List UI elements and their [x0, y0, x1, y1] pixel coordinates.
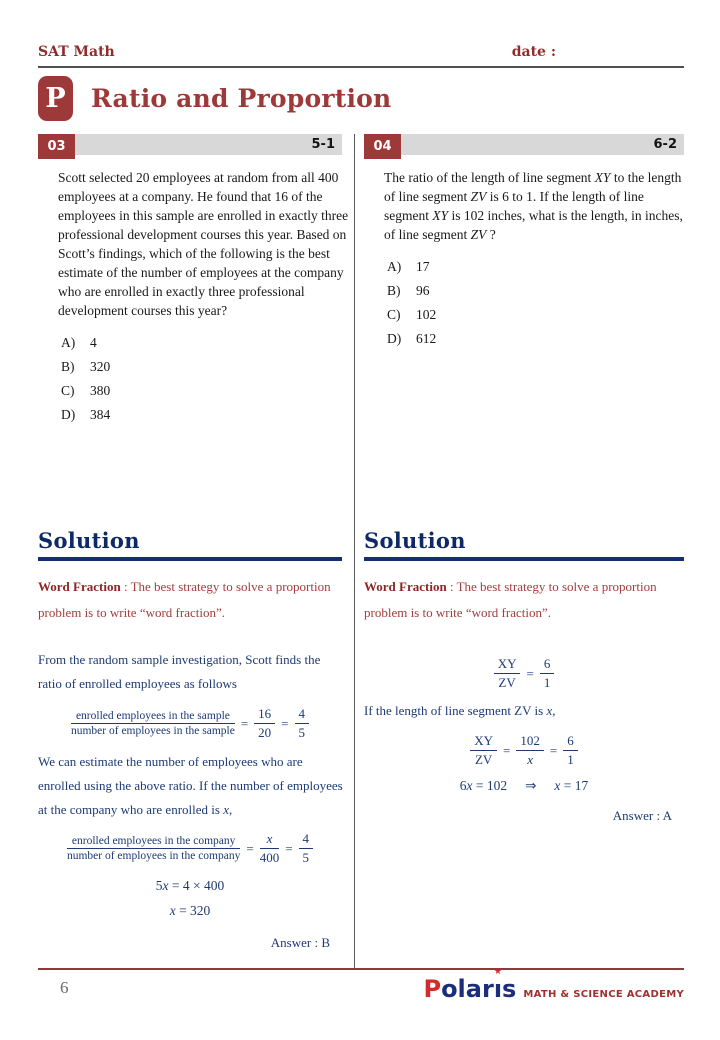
column-right [355, 134, 684, 968]
number-fraction [516, 733, 544, 768]
choice-label: C) [387, 307, 401, 322]
word-fraction [71, 710, 235, 737]
fraction-denominator: 1 [567, 752, 574, 767]
solution-heading: Solution [364, 528, 466, 553]
tip-text: : The best strategy to solve a proportion problem is to write “word fraction”. [38, 579, 331, 620]
word-fraction-equation [38, 831, 342, 866]
equation-line [364, 778, 684, 794]
choice-row [61, 407, 342, 423]
fraction-denominator: number of employees in the company [66, 850, 241, 862]
equation-text: = 4 × 400 [168, 878, 225, 893]
fraction-numerator: x [260, 831, 280, 849]
problem-number-badge: 03 [38, 134, 75, 159]
paragraph-text: If the length of line segment ZV is [364, 703, 547, 718]
fraction-numerator: XY [494, 656, 521, 674]
problem-tag-bar [401, 134, 684, 155]
choice-value: 320 [90, 359, 111, 374]
fraction-denominator: ZV [498, 675, 516, 690]
logo-letter-i [493, 967, 503, 1003]
choice-value: 96 [416, 283, 430, 298]
document-header [38, 44, 684, 68]
question-segment: The ratio of the length of line segment [384, 170, 595, 185]
tip-label: Word Fraction [38, 579, 121, 594]
chapter-badge: P [38, 76, 73, 121]
solution-03 [38, 528, 342, 951]
choice-row [387, 331, 684, 347]
choice-row [61, 335, 342, 351]
word-fraction [67, 835, 240, 862]
equals-sign: = [281, 715, 289, 731]
equation-text: = 17 [560, 778, 589, 793]
question-text [384, 168, 684, 244]
solution-paragraph [364, 699, 672, 723]
fraction-denominator: number of employees in the sample [70, 725, 235, 737]
equals-sign: = [503, 742, 511, 758]
math-variable: ZV [470, 227, 487, 242]
paragraph-text: , [552, 703, 556, 718]
fraction-equation [364, 656, 684, 691]
word-fraction-equation [38, 706, 342, 741]
choice-label: C) [61, 383, 75, 398]
page-number: 6 [60, 978, 69, 997]
fraction-denominator: 400 [259, 850, 280, 865]
question-segment: is 102 inches, what is the length, in inches, of line segment [384, 208, 683, 242]
course-label: SAT Math [38, 44, 115, 60]
fraction-denominator: 1 [543, 675, 551, 690]
math-variable: x [546, 703, 553, 718]
equals-sign: = [246, 840, 254, 856]
page-title: Ratio and Proportion [91, 84, 392, 113]
problem-tag-bar [75, 134, 342, 155]
equals-sign: = [240, 715, 249, 731]
problem-tag: 5-1 [311, 137, 335, 152]
star-icon: ★ [493, 967, 502, 977]
problem-03 [38, 134, 349, 528]
number-fraction [563, 733, 578, 768]
tip-label: Word Fraction [364, 579, 447, 594]
number-fraction [260, 831, 280, 866]
math-variable: x [169, 903, 176, 918]
number-fraction [254, 706, 275, 741]
choice-label: A) [61, 335, 76, 350]
fraction-denominator: ZV [474, 752, 493, 767]
number-fraction [494, 656, 521, 691]
logo-text: olar [441, 975, 494, 1003]
problem-03-header [38, 134, 342, 159]
chapter-titlebar [38, 76, 391, 121]
logo-tagline: MATH & SCIENCE ACADEMY [523, 989, 684, 1000]
number-fraction [540, 656, 555, 691]
choice-label: B) [387, 283, 401, 298]
solution-04 [364, 528, 684, 824]
solution-rule [364, 557, 684, 561]
equation-text: 5 [155, 878, 163, 893]
strategy-tip [38, 574, 350, 626]
fraction-numerator: 16 [254, 706, 275, 724]
page-footer [38, 967, 684, 1003]
choice-row [387, 283, 684, 299]
choice-row [387, 307, 684, 323]
date-label: date : [511, 44, 556, 60]
problem-04 [364, 134, 684, 528]
answer-label: Answer : B [270, 935, 330, 950]
choice-row [61, 359, 342, 375]
math-variable: x [223, 802, 229, 817]
equation-line [38, 878, 342, 894]
choice-value: 612 [416, 331, 437, 346]
fraction-numerator: 6 [540, 656, 555, 674]
equals-sign: = [526, 665, 534, 681]
fraction-numerator: XY [470, 733, 497, 751]
math-variable: x [466, 778, 473, 793]
question-segment: is 6 to 1. If the length of line segment [384, 189, 644, 223]
fraction-denominator: 5 [302, 850, 310, 865]
choice-value: 17 [416, 259, 430, 274]
math-variable: x [554, 778, 561, 793]
column-left [38, 134, 354, 968]
solution-paragraph [38, 750, 346, 822]
choice-label: D) [387, 331, 402, 346]
fraction-denominator: 20 [258, 725, 272, 740]
number-fraction [299, 831, 314, 866]
equals-sign: = [285, 840, 293, 856]
number-fraction [470, 733, 497, 768]
equation-text: = 102 [472, 778, 508, 793]
math-variable: XY [432, 208, 449, 223]
logo-text: s [502, 975, 517, 1003]
equation-text: 6 [459, 778, 467, 793]
choice-value: 102 [416, 307, 437, 322]
fraction-denominator: 5 [298, 725, 306, 740]
solution-heading: Solution [38, 528, 140, 553]
choice-row [61, 383, 342, 399]
problem-04-header [364, 134, 684, 159]
choice-value: 380 [90, 383, 111, 398]
question-segment: ? [486, 227, 496, 242]
equation-line [38, 903, 342, 919]
fraction-numerator: 4 [299, 831, 314, 849]
math-variable: XY [594, 170, 611, 185]
logo-dotless-i: ı [493, 975, 503, 1003]
question-segment: to the length of line segment [384, 170, 682, 204]
choice-value: 384 [90, 407, 111, 422]
logo-letter-p: P [423, 975, 442, 1003]
fraction-numerator: enrolled employees in the sample [71, 710, 235, 724]
choices-list [387, 259, 684, 347]
strategy-tip [364, 574, 676, 626]
math-variable: x [162, 878, 169, 893]
equals-sign: = [549, 742, 558, 758]
question-text: Scott selected 20 employees at random from all 400 employees at a company. He found that 16 of the employees in this sample are enrolled in exactly three professional development courses this year. Based on Scott’s findings, which of the following is the best estimate of the number of employees at the company who are enrolled in exactly three professional development courses this year? [58, 170, 349, 318]
choice-label: A) [387, 259, 402, 274]
fraction-numerator: enrolled employees in the company [67, 835, 240, 849]
equation-text: = 320 [175, 903, 211, 918]
fraction-numerator: 6 [563, 733, 578, 751]
math-variable: ZV [470, 189, 487, 204]
implies-arrow-icon: ⇒ [525, 778, 537, 793]
answer-label: Answer : A [612, 808, 672, 823]
two-column-layout [38, 134, 684, 968]
fraction-numerator: 4 [295, 706, 310, 724]
polaris-logo [423, 967, 684, 1003]
choice-label: B) [61, 359, 75, 374]
fraction-numerator: 102 [516, 733, 544, 751]
problem-number-badge: 04 [364, 134, 401, 159]
number-fraction [295, 706, 310, 741]
choice-label: D) [61, 407, 76, 422]
tip-text: : The best strategy to solve a proportion problem is to write “word fraction”. [364, 579, 657, 620]
choice-row [387, 259, 684, 275]
solution-rule [38, 557, 342, 561]
fraction-equation [364, 733, 684, 768]
fraction-denominator: x [527, 752, 534, 767]
problem-tag: 6-2 [653, 137, 677, 152]
choices-list [61, 335, 342, 423]
paragraph-text: We can estimate the number of employees who are enrolled using the above ratio. If the number of employees at the company who are enrolled is [38, 754, 343, 817]
solution-paragraph: From the random sample investigation, Scott finds the ratio of enrolled employees as follows [38, 652, 321, 691]
paragraph-text: , [228, 802, 233, 817]
choice-value: 4 [90, 335, 97, 350]
